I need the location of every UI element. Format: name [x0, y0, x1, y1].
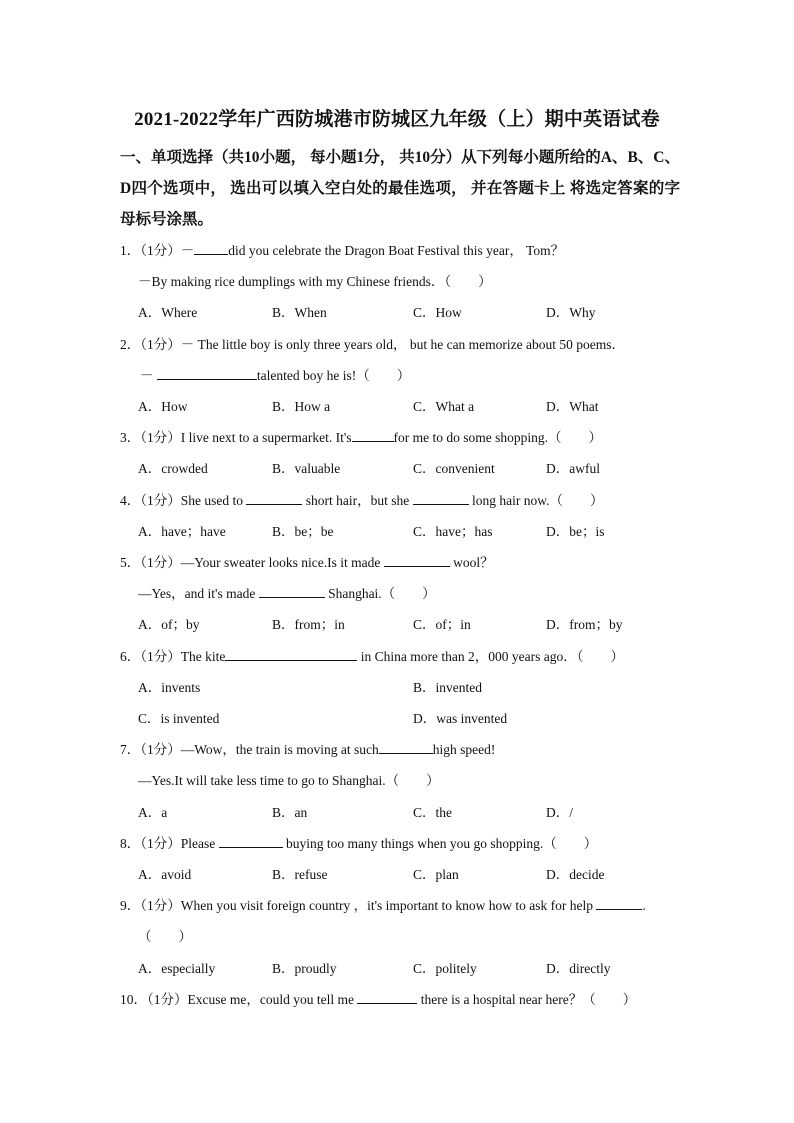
question-2-option-d: D．What: [546, 399, 599, 414]
question-number: 9．: [120, 898, 141, 913]
question-6-option-c: C．is invented: [138, 711, 220, 726]
question-7-option-c: C．the: [413, 805, 452, 820]
question-10-stem: [120, 988, 636, 1008]
question-2-option-a: A．How: [138, 399, 188, 414]
question-text: —Wow，the train is moving at such: [180, 742, 379, 757]
question-7-option-d: D．/: [546, 805, 573, 820]
question-score: （1分）: [140, 430, 181, 445]
question-text: high speed!: [432, 742, 496, 757]
question-1-option-a: A．Where: [138, 305, 198, 320]
question-8-option-c: C．plan: [413, 867, 459, 882]
question-number: 10．: [120, 992, 147, 1007]
question-text: long hair now.（ ）: [472, 493, 604, 508]
question-6-option-a: A．invents: [138, 680, 201, 695]
answer-blank: [194, 242, 228, 255]
question-score: （1分）: [140, 337, 181, 352]
question-text: － The little boy is only three years old， but he can memorize about 50 poems．: [180, 337, 626, 352]
question-text: .: [642, 898, 646, 913]
question-score: （1分）: [140, 493, 181, 508]
answer-blank: [225, 648, 357, 661]
question-text: When you visit foreign country ，it's important to know how to ask for help: [180, 898, 593, 913]
question-6-stem: [120, 645, 624, 665]
question-1-option-b: B．When: [272, 305, 327, 320]
question-9-option-d: D．directly: [546, 961, 611, 976]
question-text: —Yes，and it's made: [138, 586, 256, 601]
question-number: 8．: [120, 836, 141, 851]
question-text: talented boy he is!（ ）: [256, 368, 411, 383]
question-text: wool？: [453, 555, 494, 570]
question-5-stem: [120, 551, 494, 571]
question-6-option-d: D．was invented: [413, 711, 508, 726]
question-text: short hair，but she: [305, 493, 410, 508]
exam-title: 2021-2022学年广西防城港市防城区九年级（上）期中英语试卷: [134, 109, 660, 130]
question-2-option-b: B．How a: [272, 399, 331, 414]
question-7-option-b: B．an: [272, 805, 308, 820]
question-score: （1分）: [140, 649, 181, 664]
question-5-option-d: D．from；by: [546, 617, 623, 632]
answer-blank: [357, 991, 417, 1004]
question-8-option-d: D．decide: [546, 867, 605, 882]
question-1-stem: [120, 239, 564, 259]
question-3-option-b: B．valuable: [272, 461, 341, 476]
question-2-stem: [120, 333, 625, 353]
question-4-option-c: C．have；has: [413, 524, 493, 539]
question-text: in China more than 2，000 years ago．（ ）: [360, 649, 624, 664]
question-1-option-d: D．Why: [546, 305, 596, 320]
question-text: －: [140, 368, 154, 383]
question-3-option-a: A．crowded: [138, 461, 208, 476]
question-6-option-b: B．invented: [413, 680, 482, 695]
question-1-dialogue: －By making rice dumplings with my Chinese friends．（ ）: [138, 274, 492, 289]
question-text: －: [180, 243, 195, 258]
answer-blank: [413, 492, 469, 505]
answer-blank: [157, 367, 257, 380]
question-9-stem: [120, 894, 646, 914]
question-score: （1分）: [140, 836, 181, 851]
answer-blank: [384, 554, 450, 567]
question-3-option-d: D．awful: [546, 461, 600, 476]
answer-blank: [352, 429, 394, 442]
question-number: 7．: [120, 742, 141, 757]
question-7-stem: [120, 738, 495, 758]
question-4-option-a: A．have；have: [138, 524, 226, 539]
question-2-dialogue: [140, 364, 410, 384]
answer-blank: [379, 741, 433, 754]
question-score: （1分）: [140, 555, 181, 570]
question-text: She used to: [180, 493, 243, 508]
question-8-stem: [120, 832, 597, 852]
question-9-option-a: A．especially: [138, 961, 216, 976]
question-text: did you celebrate the Dragon Boat Festival this year， Tom？: [228, 243, 565, 258]
question-number: 1．: [120, 243, 141, 258]
question-3-option-c: C．convenient: [413, 461, 495, 476]
question-7-option-a: A．a: [138, 805, 168, 820]
answer-blank: [219, 835, 283, 848]
question-text: buying too many things when you go shopping.（ ）: [286, 836, 598, 851]
question-5-option-c: C．of；in: [413, 617, 471, 632]
question-4-option-d: D．be；is: [546, 524, 605, 539]
question-7-dialogue: —Yes.It will take less time to go to Shanghai.（ ）: [138, 773, 440, 788]
question-score: （1分）: [140, 243, 181, 258]
question-5-option-b: B．from；in: [272, 617, 345, 632]
section-heading: 一、单项选择（共10小题， 每小题1分， 共10分）从下列每小题所给的A、B、C、D四个选项中， 选出可以填入空白处的最佳选项， 并在答题卡上 将选定答案的字母标号涂黑。: [120, 149, 680, 228]
question-text: I live next to a supermarket. It's: [180, 430, 352, 445]
question-text: The kite: [180, 649, 226, 664]
question-text: for me to do some shopping.（ ）: [393, 430, 603, 445]
question-score: （1分）: [140, 898, 181, 913]
question-text: Shanghai.（ ）: [328, 586, 436, 601]
question-5-dialogue: [138, 582, 436, 602]
question-4-option-b: B．be；be: [272, 524, 334, 539]
question-text: Please: [180, 836, 216, 851]
question-9-answer-bracket: （ ）: [138, 929, 192, 944]
question-4-stem: [120, 489, 604, 509]
question-8-option-a: A．avoid: [138, 867, 192, 882]
answer-blank: [259, 585, 325, 598]
question-number: 4．: [120, 493, 141, 508]
question-9-option-b: B．proudly: [272, 961, 337, 976]
question-number: 2．: [120, 337, 141, 352]
question-score: （1分）: [147, 992, 188, 1007]
question-text: Excuse me，could you tell me: [187, 992, 354, 1007]
question-1-option-c: C．How: [413, 305, 462, 320]
answer-blank: [596, 897, 642, 910]
answer-blank: [246, 492, 302, 505]
question-text: —Your sweater looks nice.Is it made: [180, 555, 381, 570]
question-number: 6．: [120, 649, 141, 664]
question-text: there is a hospital near here？（ ）: [420, 992, 637, 1007]
question-9-option-c: C．politely: [413, 961, 477, 976]
question-number: 5．: [120, 555, 141, 570]
question-3-stem: [120, 426, 602, 446]
question-score: （1分）: [140, 742, 181, 757]
question-8-option-b: B．refuse: [272, 867, 328, 882]
question-number: 3．: [120, 430, 141, 445]
question-5-option-a: A．of；by: [138, 617, 200, 632]
question-2-option-c: C．What a: [413, 399, 475, 414]
